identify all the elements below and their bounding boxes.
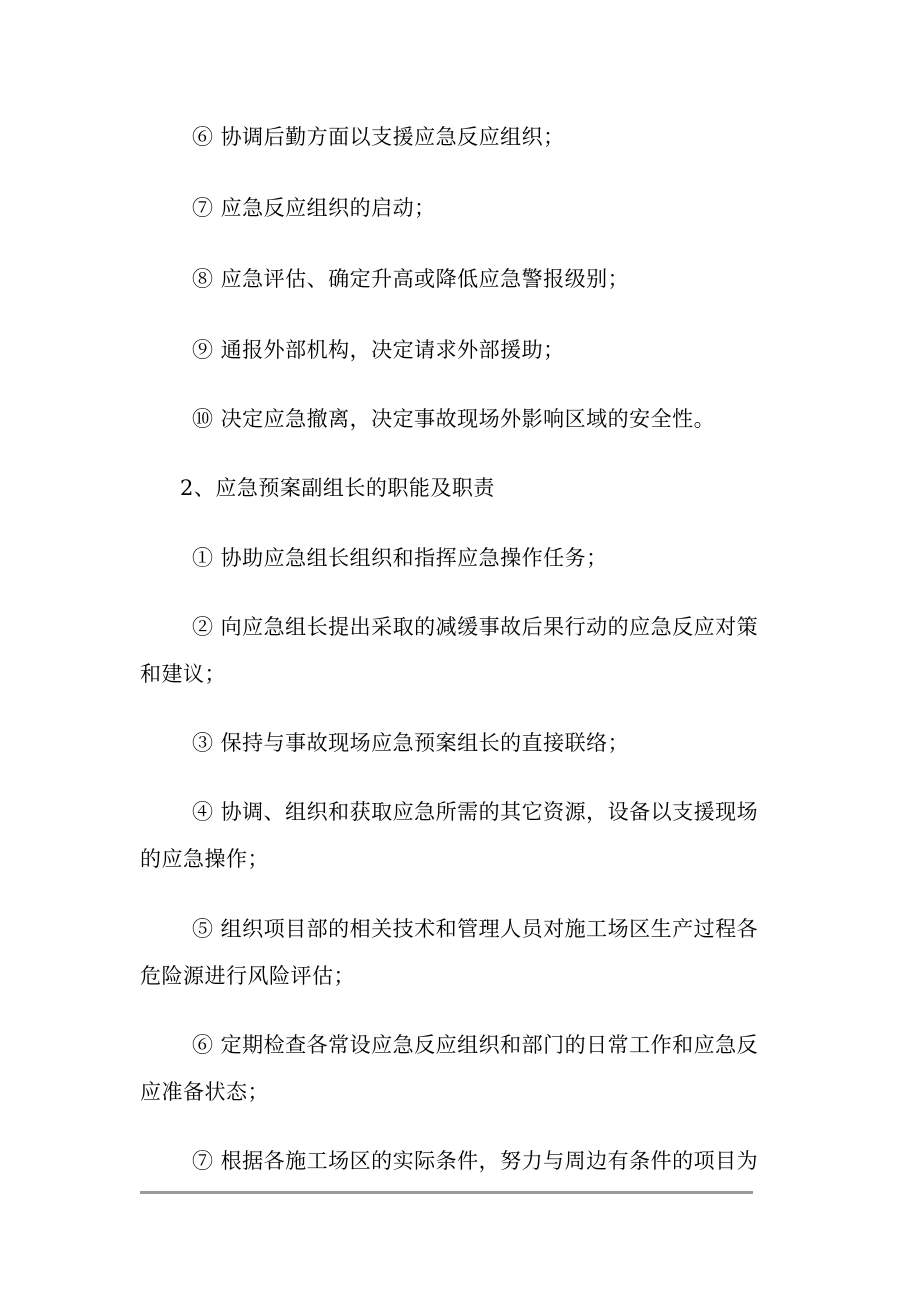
deputy-item-4-cont: 的应急操作； [140, 847, 269, 871]
deputy-item-2-cont: 和建议； [140, 662, 226, 686]
deputy-item-7: ⑦ 根据各施工场区的实际条件，努力与周边有条件的项目为 [192, 1149, 759, 1173]
item-9-notify-external: ⑨ 通报外部机构，决定请求外部援助； [192, 338, 565, 362]
deputy-item-4: ④ 协调、组织和获取应急所需的其它资源，设备以支援现场 [192, 800, 759, 824]
deputy-item-2: ② 向应急组长提出采取的减缓事故后果行动的应急反应对策 [192, 615, 759, 639]
item-6-coordinate-logistics: ⑥ 协调后勤方面以支援应急反应组织； [192, 125, 565, 149]
deputy-item-3: ③ 保持与事故现场应急预案组长的直接联络； [192, 731, 630, 755]
deputy-item-1: ① 协助应急组长组织和指挥应急操作任务； [192, 546, 608, 570]
deputy-item-6-cont: 应准备状态； [140, 1080, 269, 1104]
section-heading-deputy-leader: 2、应急预案副组长的职能及职责 [180, 476, 495, 500]
deputy-item-5-cont: 危险源进行风险评估； [140, 964, 355, 988]
deputy-item-5: ⑤ 组织项目部的相关技术和管理人员对施工场区生产过程各 [192, 917, 759, 941]
item-8-emergency-assessment: ⑧ 应急评估、确定升高或降低应急警报级别； [192, 267, 630, 291]
item-10-evacuation: ⑩ 决定应急撤离，决定事故现场外影响区域的安全性。 [192, 407, 716, 431]
page-footer-rule [140, 1191, 753, 1194]
deputy-item-6: ⑥ 定期检查各常设应急反应组织和部门的日常工作和应急反 [192, 1033, 759, 1057]
item-7-activate-organization: ⑦ 应急反应组织的启动； [192, 196, 436, 220]
